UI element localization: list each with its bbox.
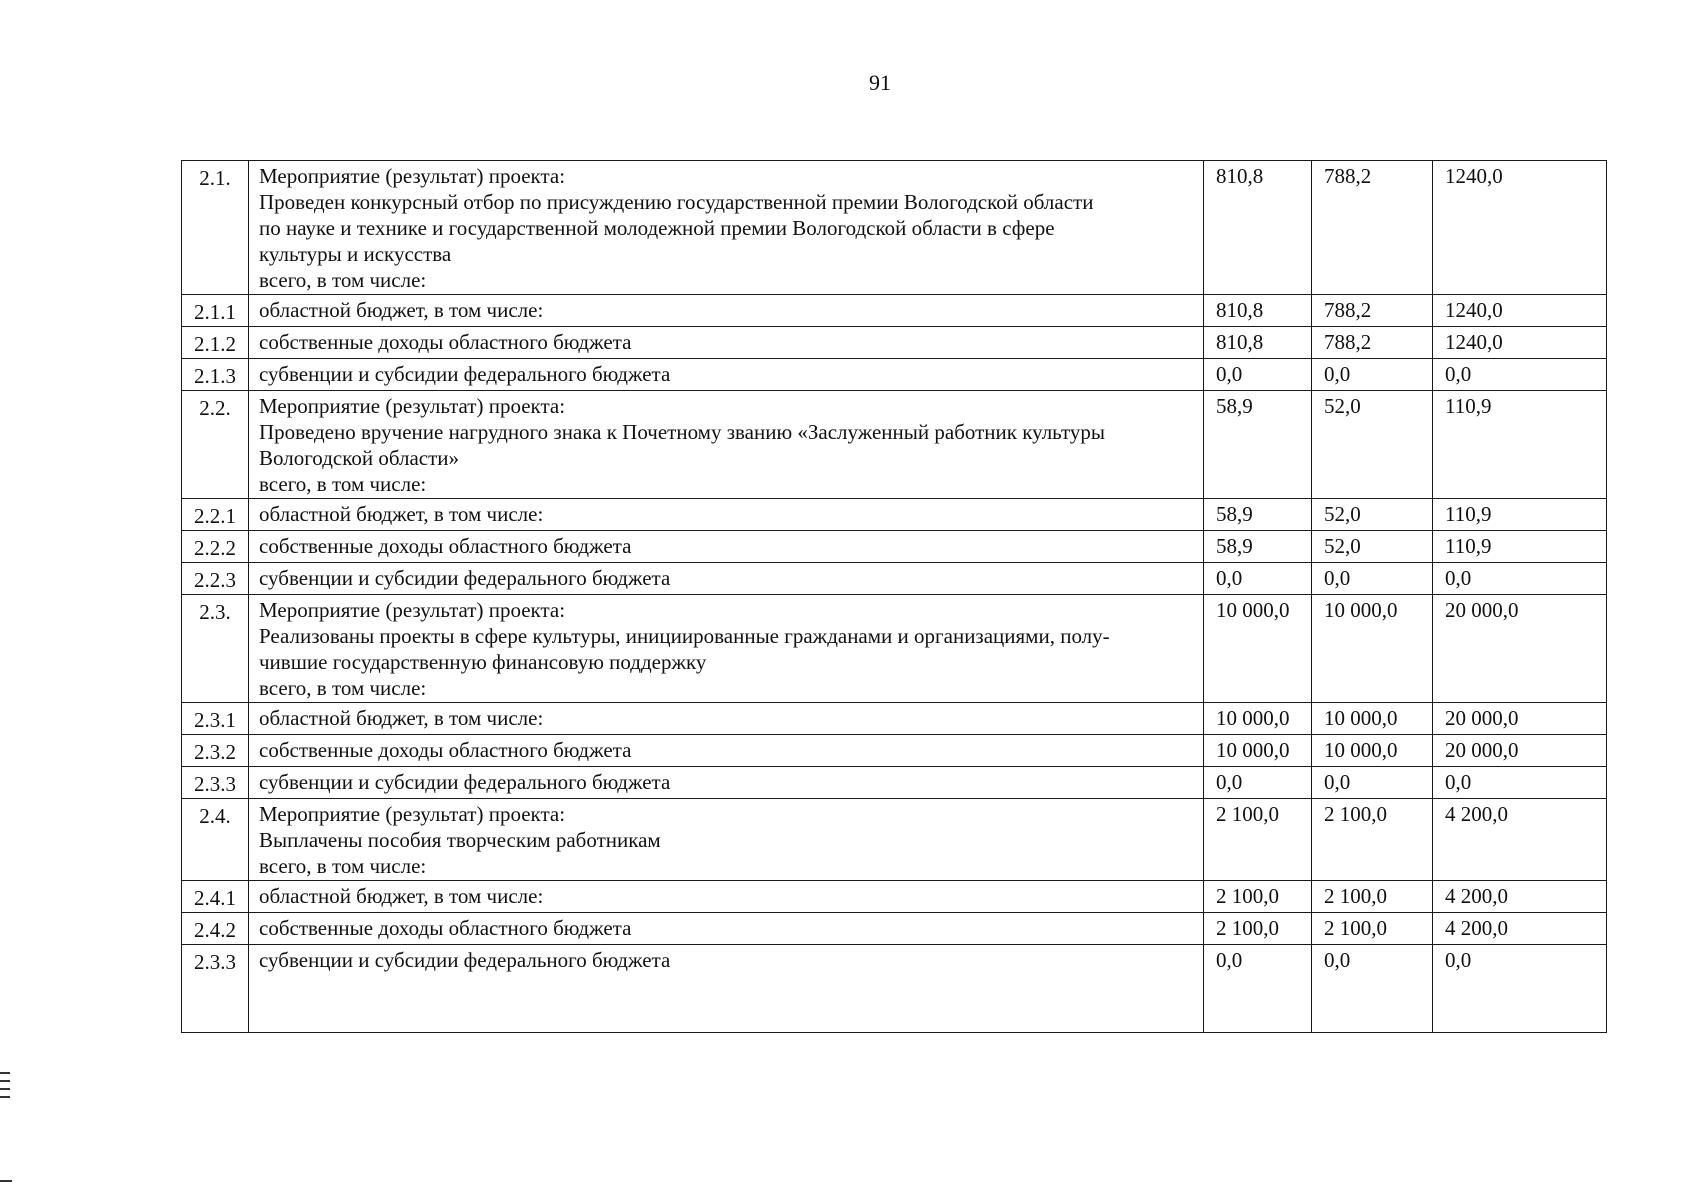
margin-dash (0, 1180, 12, 1182)
row-description (249, 161, 1204, 295)
row-description (249, 913, 1204, 945)
table-row (182, 767, 1607, 799)
row-number: 2.2.1 (182, 499, 249, 531)
value-col-3: 4 200,0 (1433, 881, 1607, 913)
value-col-2: 2 100,0 (1312, 881, 1433, 913)
value-col-3: 20 000,0 (1433, 595, 1607, 703)
description-line: субвенции и субсидии федерального бюджета (259, 948, 671, 972)
value-col-2: 10 000,0 (1312, 703, 1433, 735)
row-description (249, 767, 1204, 799)
value-col-2: 2 100,0 (1312, 799, 1433, 881)
row-number: 2.2.3 (182, 563, 249, 595)
value-col-1: 0,0 (1204, 563, 1312, 595)
value-col-3: 110,9 (1433, 531, 1607, 563)
row-description (249, 391, 1204, 499)
description-line: субвенции и субсидии федерального бюджета (259, 566, 671, 590)
value-col-1: 2 100,0 (1204, 799, 1312, 881)
row-description (249, 531, 1204, 563)
value-col-3: 4 200,0 (1433, 799, 1607, 881)
value-col-1: 0,0 (1204, 359, 1312, 391)
value-col-1: 810,8 (1204, 161, 1312, 295)
table-row (182, 913, 1607, 945)
description-line: субвенции и субсидии федерального бюджета (259, 770, 671, 794)
row-description (249, 703, 1204, 735)
value-col-3: 0,0 (1433, 359, 1607, 391)
table-row (182, 295, 1607, 327)
value-col-2: 2 100,0 (1312, 913, 1433, 945)
row-description (249, 499, 1204, 531)
row-number: 2.4.1 (182, 881, 249, 913)
row-number: 2.3.3 (182, 945, 249, 1033)
description-line: чившие государственную финансовую поддержку (259, 650, 707, 674)
table-row (182, 391, 1607, 499)
table-row (182, 563, 1607, 595)
value-col-1: 10 000,0 (1204, 703, 1312, 735)
row-description (249, 881, 1204, 913)
table-row (182, 799, 1607, 881)
value-col-1: 10 000,0 (1204, 595, 1312, 703)
budget-table (181, 160, 1607, 1033)
value-col-1: 810,8 (1204, 295, 1312, 327)
description-line: Реализованы проекты в сфере культуры, инициированные гражданами и организациями, полу- (259, 624, 1110, 648)
value-col-2: 0,0 (1312, 945, 1433, 1033)
row-description (249, 799, 1204, 881)
description-line: Мероприятие (результат) проекта: (259, 802, 566, 826)
row-description (249, 735, 1204, 767)
table-row (182, 735, 1607, 767)
value-col-1: 2 100,0 (1204, 881, 1312, 913)
value-col-1: 2 100,0 (1204, 913, 1312, 945)
description-line: всего, в том числе: (259, 854, 427, 878)
value-col-1: 0,0 (1204, 767, 1312, 799)
description-line: всего, в том числе: (259, 676, 427, 700)
value-col-2: 0,0 (1312, 359, 1433, 391)
row-number: 2.1.1 (182, 295, 249, 327)
table-row (182, 531, 1607, 563)
description-line: Мероприятие (результат) проекта: (259, 164, 566, 188)
row-number: 2.4. (182, 799, 249, 881)
value-col-2: 0,0 (1312, 767, 1433, 799)
description-line: Выплачены пособия творческим работникам (259, 828, 661, 852)
row-number: 2.2.2 (182, 531, 249, 563)
description-line: по науке и технике и государственной молодежной премии Вологодской области в сфере (259, 216, 1055, 240)
description-line: культуры и искусства (259, 242, 452, 266)
row-description (249, 595, 1204, 703)
table-row (182, 881, 1607, 913)
value-col-2: 788,2 (1312, 327, 1433, 359)
value-col-2: 0,0 (1312, 563, 1433, 595)
row-number: 2.3.3 (182, 767, 249, 799)
description-line: областной бюджет, в том числе: (259, 502, 544, 526)
description-line: собственные доходы областного бюджета (259, 330, 632, 354)
description-line: собственные доходы областного бюджета (259, 916, 632, 940)
table-row (182, 945, 1607, 1033)
description-line: областной бюджет, в том числе: (259, 884, 544, 908)
row-number: 2.3.1 (182, 703, 249, 735)
margin-marks (0, 1072, 10, 1104)
value-col-1: 10 000,0 (1204, 735, 1312, 767)
description-line: Мероприятие (результат) проекта: (259, 598, 566, 622)
value-col-2: 788,2 (1312, 295, 1433, 327)
description-line: всего, в том числе: (259, 268, 427, 292)
value-col-2: 52,0 (1312, 499, 1433, 531)
value-col-2: 788,2 (1312, 161, 1433, 295)
table-row (182, 703, 1607, 735)
value-col-2: 10 000,0 (1312, 735, 1433, 767)
value-col-3: 110,9 (1433, 391, 1607, 499)
value-col-3: 4 200,0 (1433, 913, 1607, 945)
value-col-2: 10 000,0 (1312, 595, 1433, 703)
description-line: областной бюджет, в том числе: (259, 706, 544, 730)
table-row (182, 499, 1607, 531)
row-description (249, 563, 1204, 595)
table-body (182, 161, 1607, 1033)
table-row (182, 595, 1607, 703)
description-line: Вологодской области» (259, 446, 460, 470)
value-col-2: 52,0 (1312, 391, 1433, 499)
value-col-1: 58,9 (1204, 391, 1312, 499)
value-col-1: 0,0 (1204, 945, 1312, 1033)
description-line: Мероприятие (результат) проекта: (259, 394, 566, 418)
value-col-3: 0,0 (1433, 945, 1607, 1033)
row-number: 2.2. (182, 391, 249, 499)
description-line: собственные доходы областного бюджета (259, 738, 632, 762)
table-row (182, 161, 1607, 295)
row-description (249, 945, 1204, 1033)
value-col-3: 110,9 (1433, 499, 1607, 531)
table-row (182, 327, 1607, 359)
value-col-3: 20 000,0 (1433, 735, 1607, 767)
row-number: 2.3.2 (182, 735, 249, 767)
value-col-1: 810,8 (1204, 327, 1312, 359)
value-col-3: 20 000,0 (1433, 703, 1607, 735)
description-line: всего, в том числе: (259, 472, 427, 496)
row-description (249, 327, 1204, 359)
row-number: 2.1.3 (182, 359, 249, 391)
table-row (182, 359, 1607, 391)
value-col-3: 1240,0 (1433, 295, 1607, 327)
row-number: 2.3. (182, 595, 249, 703)
value-col-2: 52,0 (1312, 531, 1433, 563)
row-description (249, 295, 1204, 327)
description-line: областной бюджет, в том числе: (259, 298, 544, 322)
value-col-3: 0,0 (1433, 767, 1607, 799)
page-number: 91 (869, 70, 891, 95)
description-line: собственные доходы областного бюджета (259, 534, 632, 558)
value-col-1: 58,9 (1204, 499, 1312, 531)
row-number: 2.4.2 (182, 913, 249, 945)
row-number: 2.1. (182, 161, 249, 295)
row-number: 2.1.2 (182, 327, 249, 359)
value-col-1: 58,9 (1204, 531, 1312, 563)
value-col-3: 1240,0 (1433, 161, 1607, 295)
description-line: Проведен конкурсный отбор по присуждению государственной премии Вологодской области (259, 190, 1094, 214)
row-description (249, 359, 1204, 391)
description-line: субвенции и субсидии федерального бюджета (259, 362, 671, 386)
value-col-3: 0,0 (1433, 563, 1607, 595)
value-col-3: 1240,0 (1433, 327, 1607, 359)
description-line: Проведено вручение нагрудного знака к Почетному званию «Заслуженный работник культуры (259, 420, 1105, 444)
